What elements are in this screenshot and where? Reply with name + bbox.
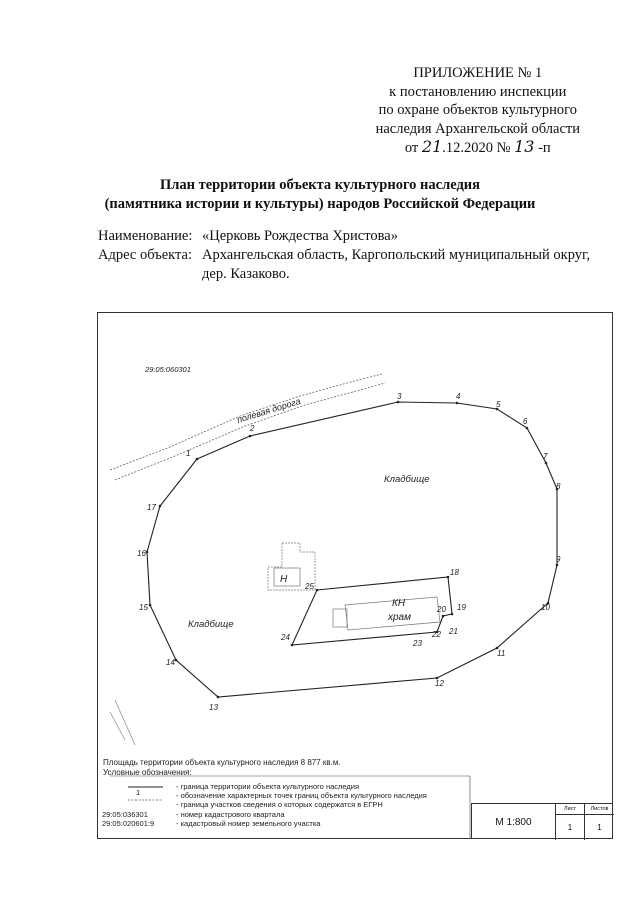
cemetery-label-south: Кладбище	[188, 619, 234, 630]
point-label-14: 14	[166, 658, 175, 667]
point-label-18: 18	[450, 568, 459, 577]
church-kn-label: КН	[392, 598, 406, 609]
point-label-12: 12	[435, 679, 444, 688]
appendix-title: ПРИЛОЖЕНИЕ № 1	[413, 65, 543, 81]
cemetery-label-north: Кладбище	[384, 474, 430, 485]
legend-symbol-point: 1	[136, 788, 141, 797]
appendix-line-4: наследия Архангельской области	[375, 120, 580, 137]
point-label-6: 6	[523, 417, 528, 426]
legend-item-egrn: - граница участков сведения о которых содержатся в ЕГРН	[176, 800, 383, 809]
appendix-line-2: к постановлению инспекции	[389, 83, 567, 100]
date-day-handwritten: 21	[421, 137, 443, 156]
date-rest: .12.2020 №	[442, 140, 511, 156]
point-label-8: 8	[556, 482, 561, 491]
title-line-2: (памятника истории и культуры) народов Российской Федерации	[104, 196, 536, 212]
point-label-23: 23	[413, 639, 422, 648]
date-prefix: от	[404, 140, 419, 156]
field-road	[110, 374, 385, 480]
legend-symbol-quarter: 29:05:036301	[102, 810, 148, 819]
legend-item-quarter: - номер кадастрового квартала	[176, 810, 285, 819]
church-label: храм	[388, 612, 411, 623]
point-label-5: 5	[496, 400, 501, 409]
point-label-21: 21	[449, 627, 458, 636]
point-label-13: 13	[209, 703, 218, 712]
cadastral-quarter-label: 29:05:060301	[145, 365, 191, 374]
title-line-1: План территории объекта культурного наследия	[159, 177, 480, 193]
point-label-19: 19	[457, 603, 466, 612]
legend-heading: Условные обозначения:	[103, 767, 192, 777]
point-label-1: 1	[186, 449, 191, 458]
church-parcel-boundary	[292, 577, 452, 645]
point-label-15: 15	[139, 603, 148, 612]
point-label-11: 11	[497, 649, 506, 658]
sheet-header: Лист	[556, 804, 585, 815]
point-label-3: 3	[397, 392, 402, 401]
point-label-24: 24	[281, 633, 290, 642]
point-label-9: 9	[556, 555, 561, 564]
point-label-4: 4	[456, 392, 461, 401]
point-label-17: 17	[147, 503, 156, 512]
sheets-header: Листов	[585, 804, 614, 815]
point-label-20: 20	[437, 605, 446, 614]
point-label-16: 16	[137, 549, 146, 558]
appendix-line-3: по охране объектов культурного	[378, 102, 578, 118]
point-label-10: 10	[541, 603, 550, 612]
area-statement: Площадь территории объекта культурного наследия 8 877 кв.м.	[103, 758, 341, 767]
sheet-corner-marks	[110, 700, 135, 745]
doc-suffix: -п	[538, 140, 551, 156]
legend-symbol-parcel: 29:05:020601:9	[102, 819, 155, 828]
name-value: «Церковь Рождества Христова»	[202, 228, 398, 244]
title-block	[471, 803, 613, 839]
heritage-territory-boundary	[147, 402, 557, 697]
sheet-number: 1	[556, 815, 585, 840]
scale-label: М 1:800	[472, 804, 556, 840]
building-n-label: Н	[280, 574, 288, 585]
point-label-2: 2	[250, 424, 255, 433]
doc-number-handwritten: 13	[514, 137, 535, 156]
legend-item-parcel: - кадастровый номер земельного участка	[176, 819, 321, 828]
address-value: Архангельская область, Каргопольский муниципальный округ, дер. Казаково.	[202, 247, 590, 282]
point-label-22: 22	[432, 630, 441, 639]
legend-item-points: - обозначение характерных точек границ объекта культурного наследия	[176, 791, 427, 800]
name-label: Наименование:	[98, 228, 193, 244]
sheets-count: 1	[597, 823, 602, 832]
legend-block	[103, 758, 341, 777]
point-label-25: 25	[305, 582, 314, 591]
point-label-7: 7	[543, 452, 548, 461]
legend-item-boundary: - граница территории объекта культурного наследия	[176, 782, 360, 791]
church-building	[333, 597, 440, 630]
road-label: полевая дорога	[235, 396, 302, 425]
address-label: Адрес объекта:	[98, 247, 192, 263]
